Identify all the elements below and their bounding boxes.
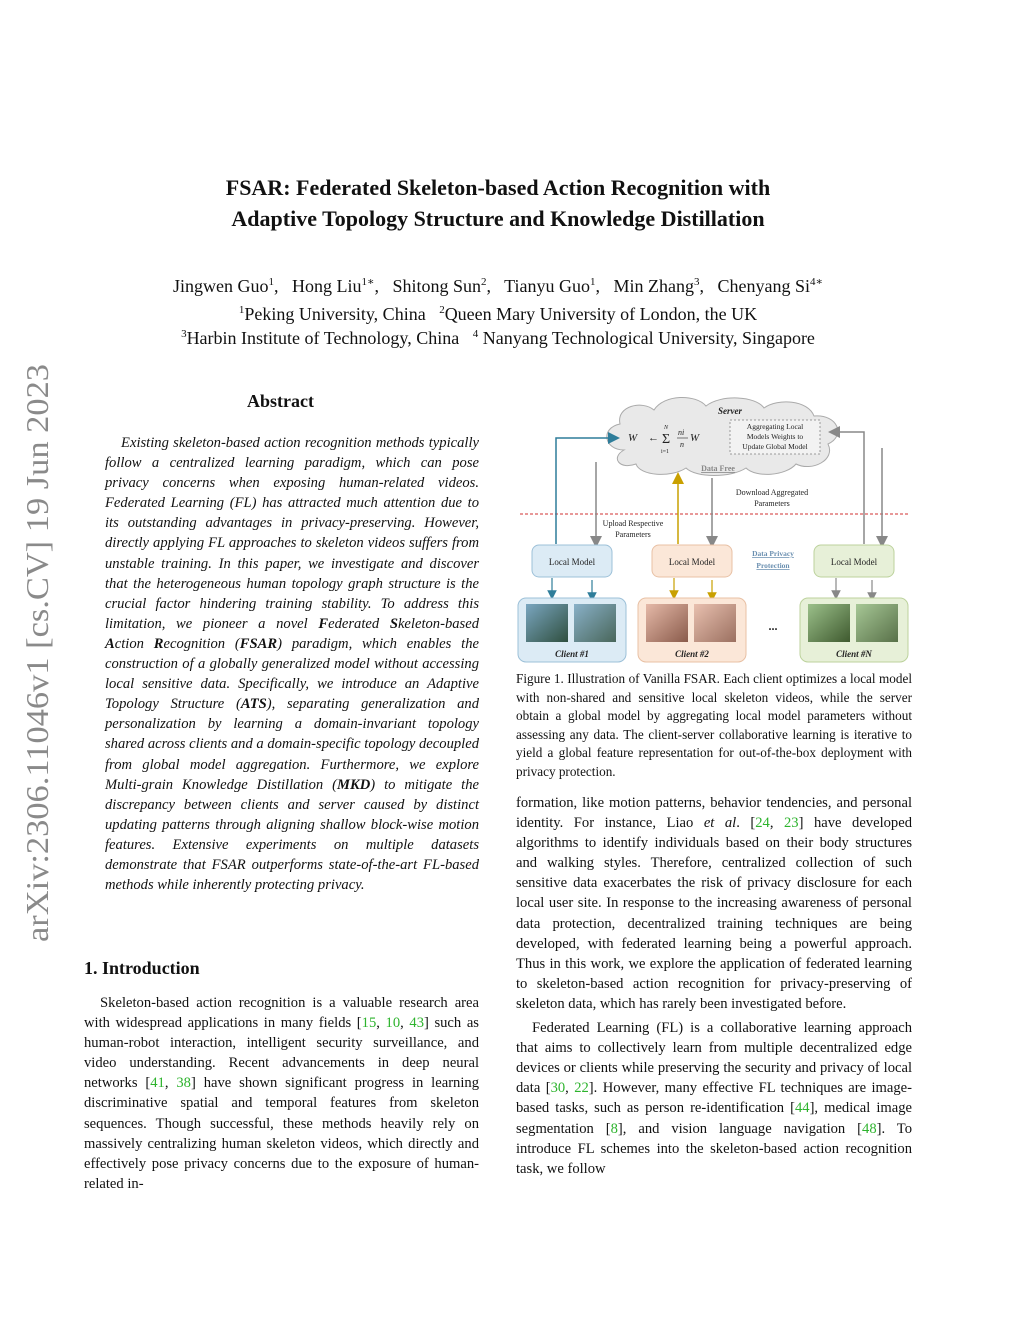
local-model-n-label: Local Model [830, 557, 878, 567]
svg-text:N: N [664, 425, 669, 431]
svg-text:Σ: Σ [662, 432, 671, 447]
citation-link[interactable]: 43 [409, 1015, 424, 1032]
svg-text:n: n [680, 440, 684, 449]
server-label: Server [718, 406, 742, 416]
client-n-video-b [856, 604, 898, 642]
svg-text:←: ← [648, 432, 659, 444]
client-1-video-b [574, 604, 616, 642]
author: Min Zhang$^3$ [613, 276, 700, 296]
aggregation-text-1: Aggregating Local [746, 422, 804, 431]
introduction-body: Skeleton-based action recognition is a valuable research area with widespread applications in many fields [15, 10, 43] such as human-robot interaction, intelligent security surveillance, and video understanding. Recent advancements in deep neural networks [41, 38] have shown significant progress in learning discriminative spatial and temporal features from skeleton sequences. Though successful, these methods heavily rely on massively centralizing human skeleton videos, which directly and effectively pose privacy concerns due to the exposure of human-related in- [84, 995, 479, 1192]
client-n-label: Client #N [836, 649, 872, 659]
svg-text:W: W [690, 432, 700, 444]
paper-title [100, 172, 896, 234]
author: Shitong Sun$^2$ [392, 276, 487, 296]
local-model-2-label: Local Model [668, 557, 716, 567]
title-line-2: Adaptive Topology Structure and Knowledge Distillation [231, 206, 765, 231]
section-heading-introduction: 1. Introduction [84, 958, 200, 978]
citation-link[interactable]: 10 [385, 1015, 401, 1032]
aggregation-text-2: Models Weights to [746, 432, 804, 441]
client-2-label: Client #2 [675, 649, 709, 659]
paragraph: Federated Learning (FL) is a collaborative learning approach that aims to collectively learn from multiple decentralized edge devices or clients while preserving the security and privacy of local data [30, 22]. However, many effective FL techniques are image-based tasks, such as person re-identification [44], medical image segmentation [8], and vision language navigation [48]. To introduce FL schemes into the skeleton-based action recognition task, we follow [516, 1020, 913, 1177]
citation-link[interactable]: 22 [574, 1080, 589, 1097]
upload-label-1: Upload Respective [602, 519, 664, 528]
title-line-1: FSAR: Federated Skeleton-based Action Recognition with [225, 175, 771, 200]
download-label-2: Parameters [754, 499, 790, 508]
abstract-heading: Abstract [247, 391, 314, 411]
citation-link[interactable]: 30 [550, 1080, 566, 1097]
client-1-label: Client #1 [555, 649, 589, 659]
ellipsis: ... [768, 619, 778, 633]
author: Tianyu Guo$^1$ [504, 276, 596, 296]
client-arrows [552, 578, 872, 597]
author: Chenyang $Si^{4∗}$ [717, 276, 824, 296]
arxiv-stamp-text: arXiv:2306.11046v1 [cs.CV] 19 Jun 2023 [19, 404, 55, 942]
svg-text:W: W [628, 432, 638, 444]
client-2-video-b [694, 604, 736, 642]
svg-text:i=1: i=1 [661, 449, 670, 455]
citation-link[interactable]: 41 [150, 1075, 165, 1092]
client-n-video-a [808, 604, 850, 642]
client-1-video-a [526, 604, 568, 642]
citation-link[interactable]: 15 [361, 1015, 377, 1032]
svg-text:ni: ni [678, 428, 685, 437]
citation-link[interactable]: 24 [755, 815, 770, 832]
privacy-label-2: Protection [756, 561, 790, 570]
citation-link[interactable]: 8 [610, 1120, 618, 1137]
author-list: Jingwen Guo$^1$, Hong Liu$^{1∗}$, Shitong Sun$^2$, Tianyu Guo$^1$, Min Zhang$^3$, Chenyang $Si^{4∗}$ [172, 276, 824, 296]
citation-link[interactable]: 44 [794, 1100, 810, 1117]
aggregation-text-3: Update Global Model [742, 442, 808, 451]
arxiv-stamp [2, 360, 62, 945]
privacy-label-1: Data Privacy [752, 549, 794, 558]
figure-1 [516, 392, 912, 664]
download-label-1: Download Aggregated [735, 488, 809, 497]
citation-link[interactable]: 38 [176, 1075, 191, 1092]
client-2-video-a [646, 604, 688, 642]
local-model-1-label: Local Model [548, 557, 596, 567]
paragraph: formation, like motion patterns, behavior tendencies, and personal identity. For instance, Liao et al. [24, 23] have developed algorithms to identify individuals based on their body structures and walking styles. Therefore, centralized collection of such sensitive data exacerbates the risk of privacy disclosure for each local user site. In response to the increasing awareness of personal data protection, decentralized training techniques are being developed, with federated learning being a powerful approach. Thus in this work, we explore the application of federated learning to skeleton-based action recognition for privacy-preserving of skeleton data, which has rarely been investigated before. [516, 795, 912, 1012]
data-free-label: Data Free [701, 464, 735, 473]
upload-label-2: Parameters [615, 530, 651, 539]
affiliation-line-1: $^1$Peking University, China $^2$Queen Mary University of London, the UK [238, 304, 758, 324]
citation-link[interactable]: 48 [862, 1120, 877, 1137]
author: Jingwen Guo$^1$ [172, 276, 274, 296]
abstract-body: Existing skeleton-based action recognition methods typically follow a centralized learning paradigm, which can pose privacy concerns when exposing human-related videos. Federated Learning (FL) has attracted much attention due to its outstanding advantages in privacy-preserving. However, directly applying FL approaches to skeleton videos suffers from unstable training. In this paper, we investigate and discover that the heterogeneous human topology graph structure is the crucial factor hindering training stability. To address this limitation, we pioneer a novel Federated Skeleton-based Action Recognition (FSAR) paradigm, which enables the construction of a globally generalized model without accessing local sensitive data. Specifically, we introduce an Adaptive Topology Structure (ATS), separating generalization and personalization by learning a domain-invariant topology shared across clients and a domain-specific topology decoupled from global model aggregation. Furthermore, we explore Multi-grain Knowledge Distillation (MKD) to mitigate the discrepancy between clients and server caused by distinct updating patterns through aligning shallow block-wise motion features. Extensive experiments on multiple datasets demonstrate that FSAR outperforms state-of-the-art FL-based methods while inherently protecting privacy. [105, 435, 479, 894]
figure-1-caption: Figure 1. Illustration of Vanilla FSAR. Each client optimizes a local model with non-shared and sensitive local skeleton videos, while the server obtain a global model by aggregating local model parameters without assessing any data. The client-server collaborative learning is iterative to yield a global feature representation for out-of-the-box deployment with privacy protection. [516, 671, 912, 779]
right-column-body [516, 793, 912, 1179]
affiliation-line-2: $^3$Harbin Institute of Technology, China $^4$ Nanyang Technological University, Singapore [181, 328, 815, 348]
author: Hong Liu$^{1∗}$ [291, 276, 375, 296]
citation-link[interactable]: 23 [784, 815, 799, 832]
